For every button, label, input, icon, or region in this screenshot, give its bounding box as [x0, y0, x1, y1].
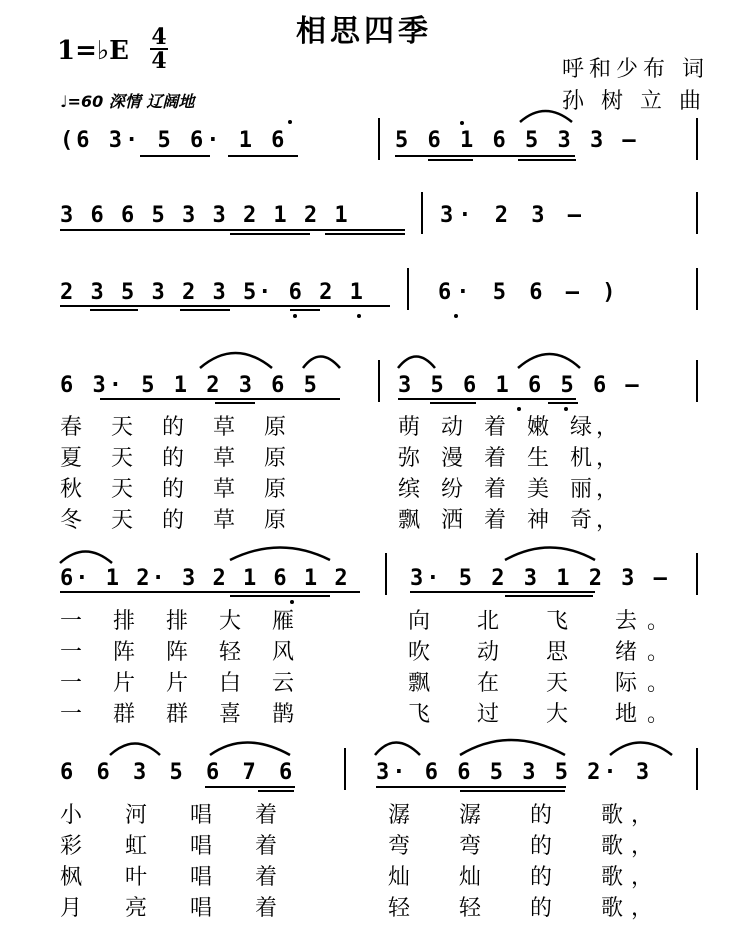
- lyric-line: 枫 叶 唱 着: [60, 865, 285, 890]
- lyric-line: 冬 天 的 草 原: [60, 508, 290, 533]
- score-line-6-measure-2: 3· 6 6 5 3 5 2· 3: [376, 760, 653, 785]
- score-line-1-measure-2: 5 6 1 6 5 3 3 –: [395, 128, 639, 153]
- lyric-line: 萌 动 着 嫩 绿，: [398, 415, 622, 440]
- time-signature-top: 4: [151, 24, 167, 50]
- tempo-marking: ♩=60 深情 辽阔地: [60, 92, 195, 111]
- score-line-1-measure-1: (6 3· 5 6· 1 6: [60, 128, 288, 153]
- lyric-line: 一 群 群 喜 鹊: [60, 702, 300, 727]
- lyric-line: 飘 在 天 际。: [408, 671, 679, 696]
- lyric-line: 飘 洒 着 神 奇，: [398, 508, 622, 533]
- lyric-line: 弥 漫 着 生 机，: [398, 446, 622, 471]
- lyrics-block-b-right: [408, 606, 679, 730]
- lyrics-block-a-left: [60, 412, 290, 536]
- lyric-line: 小 河 唱 着: [60, 803, 285, 828]
- score-line-3-measure-1: 2 3 5 3 2 3 5· 6 2 1: [60, 280, 365, 305]
- lyric-line: 缤 纷 着 美 丽，: [398, 477, 622, 502]
- score-line-5-measure-1: 6· 1 2· 3 2 1 6 1 2: [60, 566, 350, 591]
- lyric-line: 秋 天 的 草 原: [60, 477, 290, 502]
- score-line-5-measure-2: 3· 5 2 3 1 2 3 –: [410, 566, 670, 591]
- lyric-line: 向 北 飞 去。: [408, 609, 679, 634]
- time-signature-bottom: 4: [151, 48, 167, 74]
- lyric-line: 飞 过 大 地。: [408, 702, 679, 727]
- lyrics-block-c-right: [388, 800, 661, 924]
- score-line-2-measure-2: 3· 2 3 –: [440, 203, 586, 228]
- composer-credit: 孙 树 立 曲: [562, 89, 706, 114]
- lyric-line: 弯 弯 的 歌，: [388, 834, 661, 859]
- lyrics-block-a-right: [398, 412, 622, 536]
- score-line-6-measure-1: 6 6 3 5 6 7 6: [60, 760, 298, 785]
- lyric-line: 潺 潺 的 歌，: [388, 803, 661, 828]
- lyric-line: 彩 虹 唱 着: [60, 834, 285, 859]
- lyric-line: 轻 轻 的 歌，: [388, 896, 661, 921]
- score-line-3-measure-2: 6· 5 6 – ): [438, 280, 621, 305]
- lyric-line: 一 排 排 大 雁: [60, 609, 300, 634]
- lyric-line: 月 亮 唱 着: [60, 896, 285, 921]
- score-line-4-measure-1: 6 3· 5 1 2 3 6 5: [60, 373, 320, 398]
- score-line-4-measure-2: 3 5 6 1 6 5 6 –: [398, 373, 642, 398]
- lyric-line: 春 天 的 草 原: [60, 415, 290, 440]
- lyric-line: 夏 天 的 草 原: [60, 446, 290, 471]
- lyricist-credit: 呼和少布 词: [562, 57, 709, 82]
- lyric-line: 一 阵 阵 轻 风: [60, 640, 300, 665]
- lyric-line: 一 片 片 白 云: [60, 671, 300, 696]
- lyrics-block-c-left: [60, 800, 285, 924]
- song-title: 相思四季: [296, 14, 432, 49]
- lyrics-block-b-left: [60, 606, 300, 730]
- key-signature: 1=♭E: [57, 36, 129, 66]
- lyric-line: 灿 灿 的 歌，: [388, 865, 661, 890]
- lyric-line: 吹 动 思 绪。: [408, 640, 679, 665]
- score-line-2-measure-1: 3 6 6 5 3 3 2 1 2 1: [60, 203, 350, 228]
